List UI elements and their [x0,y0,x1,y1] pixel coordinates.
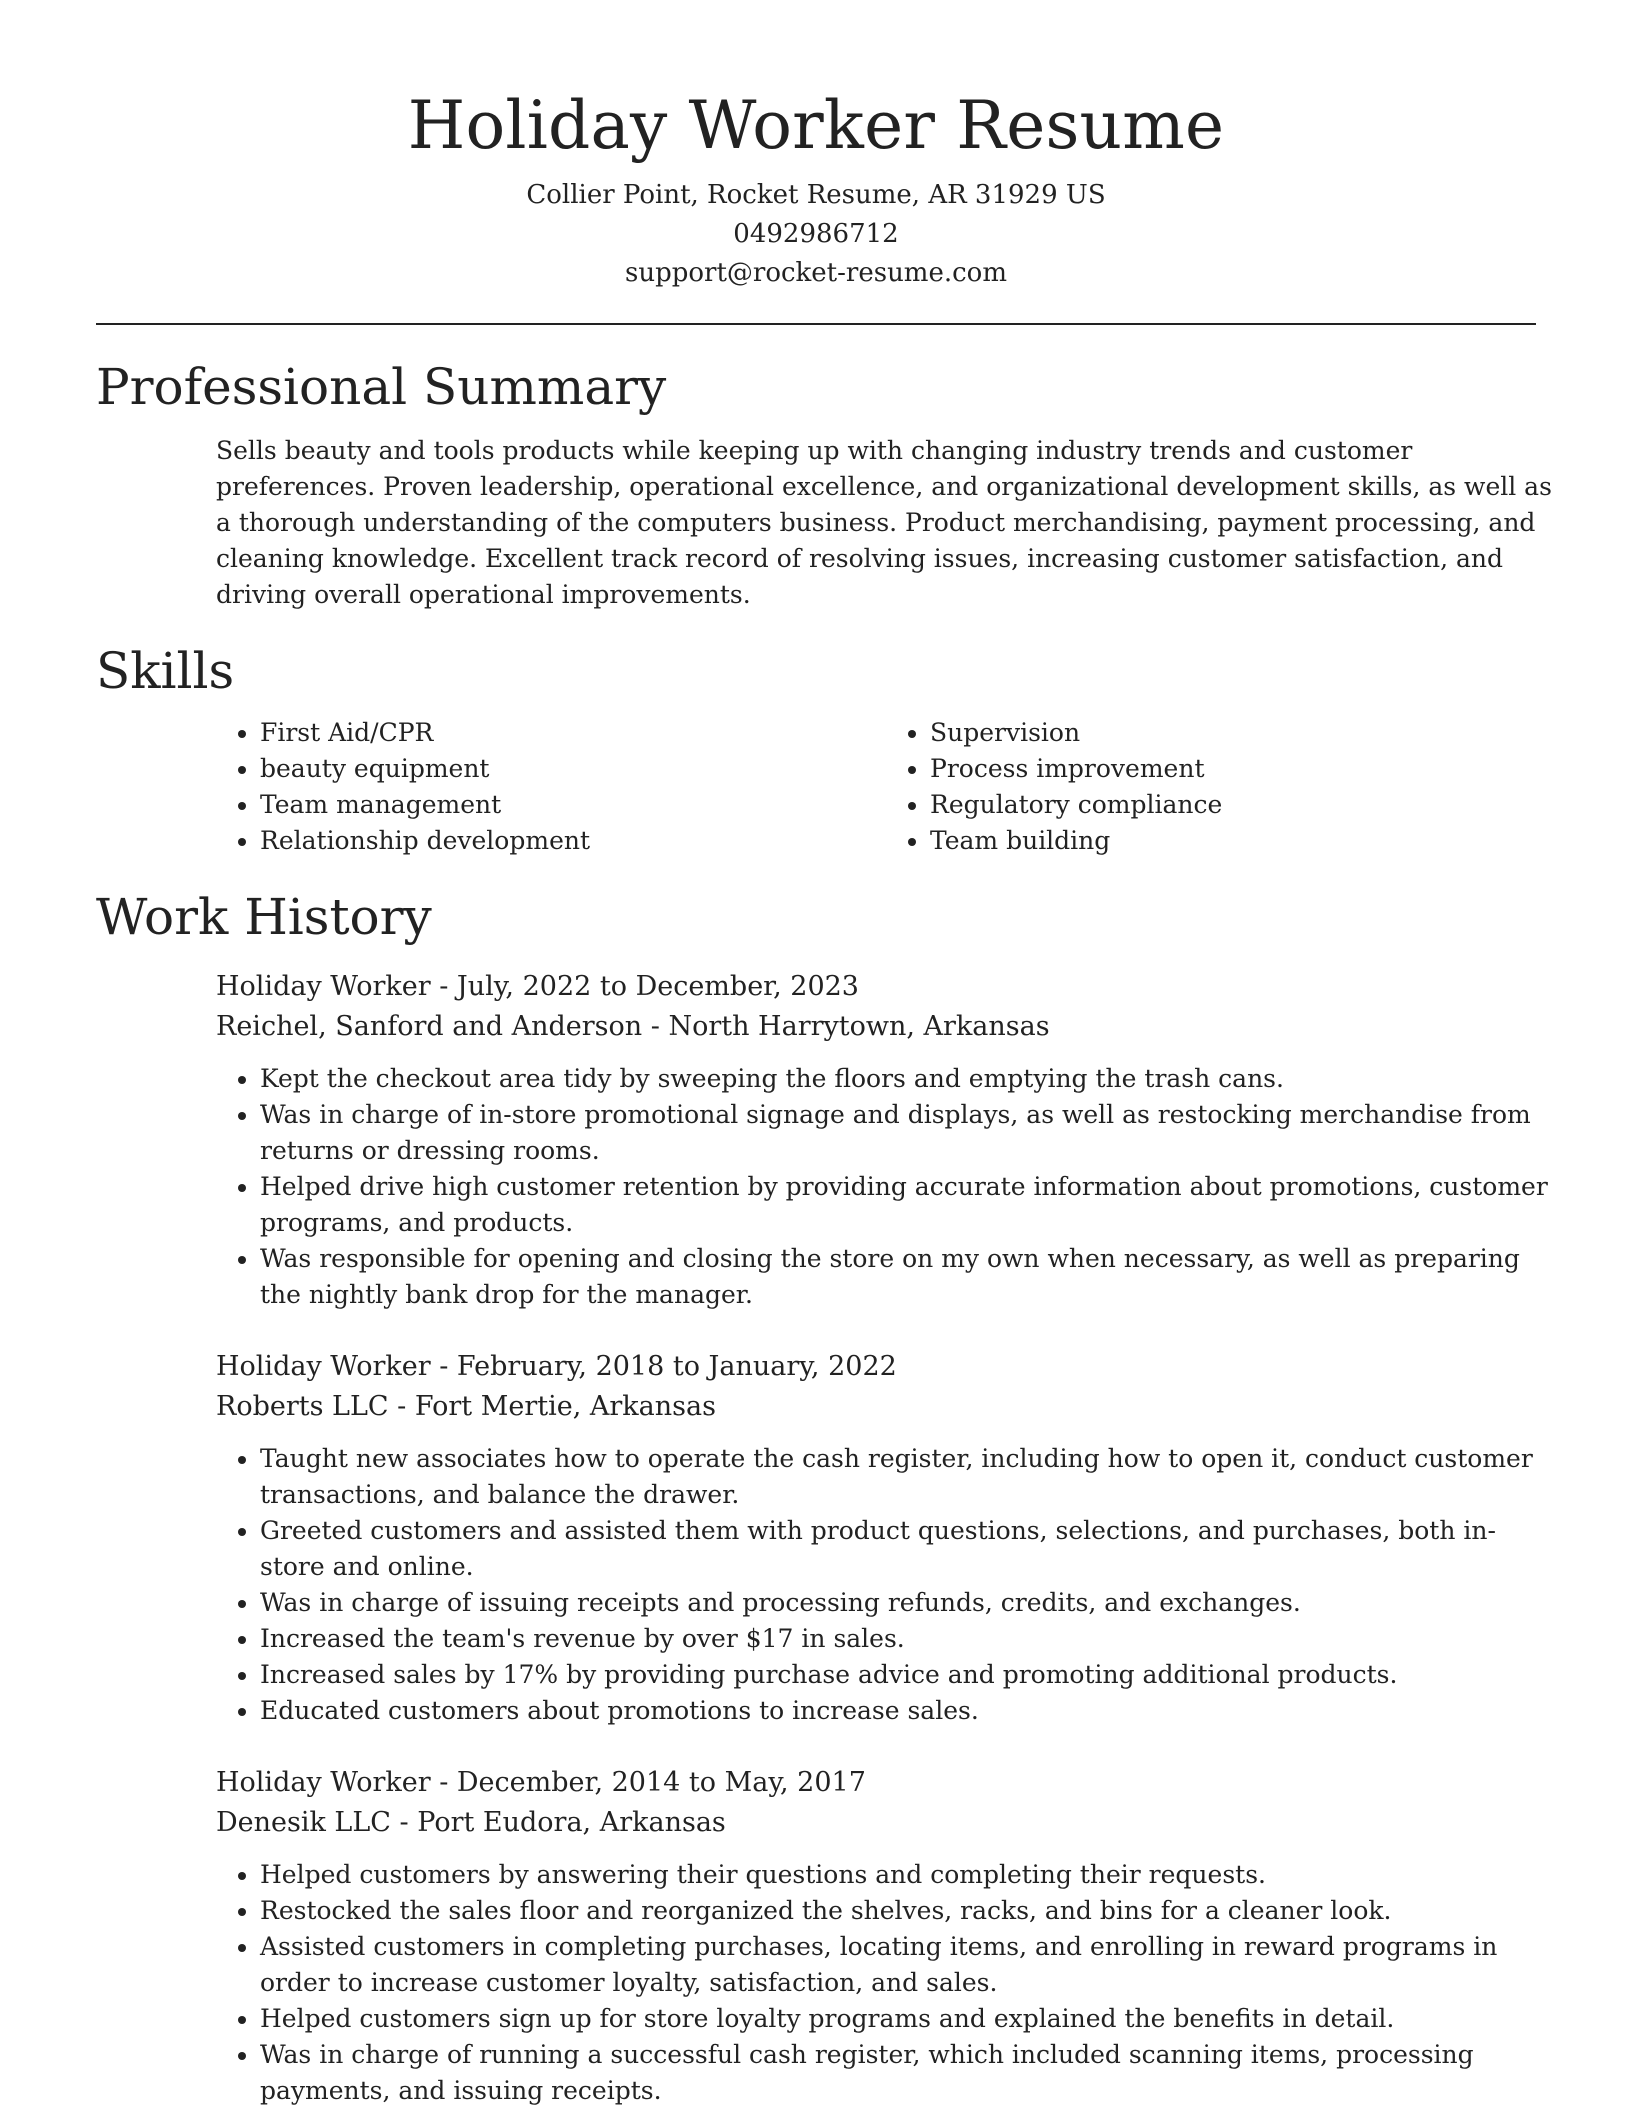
job-bullet: • Increased the team's revenue by over $17 in sales. [260,1621,1556,1657]
job-company-line [216,1007,1556,1047]
job-title-line [216,1763,1556,1803]
skills-section [96,639,1536,859]
summary-text: Sells beauty and tools products while keeping up with changing industry trends and customer preferences. Proven leadership, operational excellence, and organizational development skills, as well as a thorough understanding of the computers business. Product merchandising, payment processing, and cleaning knowledge. Excellent track record of resolving issues, increasing customer satisfaction, and driving overall operational improvements. [216,436,1552,609]
job-bullet: • Was in charge of running a successful cash register, which included scanning items, processing payments, and issuing receipts. [260,2037,1556,2109]
skill-item: • Supervision [930,715,1556,751]
job-bullet: • Taught new associates how to operate the cash register, including how to open it, conduct customer transactions, and balance the drawer. [260,1441,1556,1513]
job-bullet-list [216,1441,1556,1729]
job-bullet: • Was in charge of issuing receipts and processing refunds, credits, and exchanges. [260,1585,1556,1621]
skill-item: • Team management [260,787,886,823]
job-bullet: • Assisted customers in completing purchases, locating items, and enrolling in reward programs in order to increase customer loyalty, satisfaction, and sales. [260,1929,1556,2001]
job-bullet: • Kept the checkout area tidy by sweeping the floors and emptying the trash cans. [260,1061,1556,1097]
job-entry [216,967,1556,1313]
contact-email: support@rocket-resume.com [624,258,1007,288]
job-location: - Port Eudora, Arkansas [390,1807,726,1838]
job-bullet: • Was in charge of in-store promotional signage and displays, as well as restocking merchandise from returns or dressing rooms. [260,1097,1556,1169]
work-history-heading: Work History [96,888,432,946]
job-title: Holiday Worker [216,971,431,1002]
job-bullet: • Helped drive high customer retention by providing accurate information about promotions, customer programs, and products. [260,1169,1556,1241]
skill-item: • Relationship development [260,823,886,859]
job-bullet: • Increased sales by 17% by providing purchase advice and promoting additional products. [260,1657,1556,1693]
skills-grid [216,715,1556,859]
job-bullet: • Restocked the sales floor and reorganized the shelves, racks, and bins for a cleaner look. [260,1893,1556,1929]
contact-phone: 0492986712 [733,219,899,249]
job-bullet-list [216,1061,1556,1313]
resume-page [96,0,1552,2109]
job-dates: - July, 2022 to December, 2023 [430,971,859,1002]
job-entry [216,1347,1556,1729]
job-company: Roberts LLC [216,1391,389,1422]
job-bullet: • Greeted customers and assisted them with product questions, selections, and purchases, both in-store and online. [260,1513,1556,1585]
skill-item: • Team building [930,823,1556,859]
job-location: - North Harrytown, Arkansas [642,1011,1050,1042]
job-company-line [216,1387,1556,1427]
job-company: Reichel, Sanford and Anderson [216,1011,643,1042]
resume-title: Holiday Worker Resume [407,87,1225,164]
job-location: - Fort Mertie, Arkansas [388,1391,716,1422]
skills-list-right [886,715,1556,859]
job-bullet: • Was responsible for opening and closing the store on my own when necessary, as well as preparing the nightly bank drop for the manager. [260,1241,1556,1313]
summary-body [216,433,1556,613]
header-divider [96,323,1536,325]
job-entry [216,1763,1556,2109]
job-company: Denesik LLC [216,1807,391,1838]
skill-item: • Regulatory compliance [930,787,1556,823]
skill-item: • First Aid/CPR [260,715,886,751]
job-bullet: • Helped customers by answering their questions and completing their requests. [260,1857,1556,1893]
job-dates: - December, 2014 to May, 2017 [430,1767,866,1798]
job-company-line [216,1803,1556,1843]
job-title: Holiday Worker [216,1351,431,1382]
skills-list-left [216,715,886,859]
work-history-section [96,885,1548,2109]
skills-heading: Skills [96,642,235,700]
job-bullet: • Helped customers sign up for store loyalty programs and explained the benefits in detail. [260,2001,1556,2037]
skill-item: • beauty equipment [260,751,886,787]
job-title-line [216,1347,1556,1387]
job-bullet: • Educated customers about promotions to increase sales. [260,1693,1556,1729]
contact-block [96,176,1536,293]
job-bullet-list [216,1857,1556,2109]
summary-section [96,355,1552,613]
job-dates: - February, 2018 to January, 2022 [430,1351,897,1382]
resume-header [96,0,1536,293]
job-title-line [216,967,1556,1007]
skill-item: • Process improvement [930,751,1556,787]
summary-heading: Professional Summary [96,358,667,416]
contact-address: Collier Point, Rocket Resume, AR 31929 US [526,180,1106,210]
job-title: Holiday Worker [216,1767,431,1798]
